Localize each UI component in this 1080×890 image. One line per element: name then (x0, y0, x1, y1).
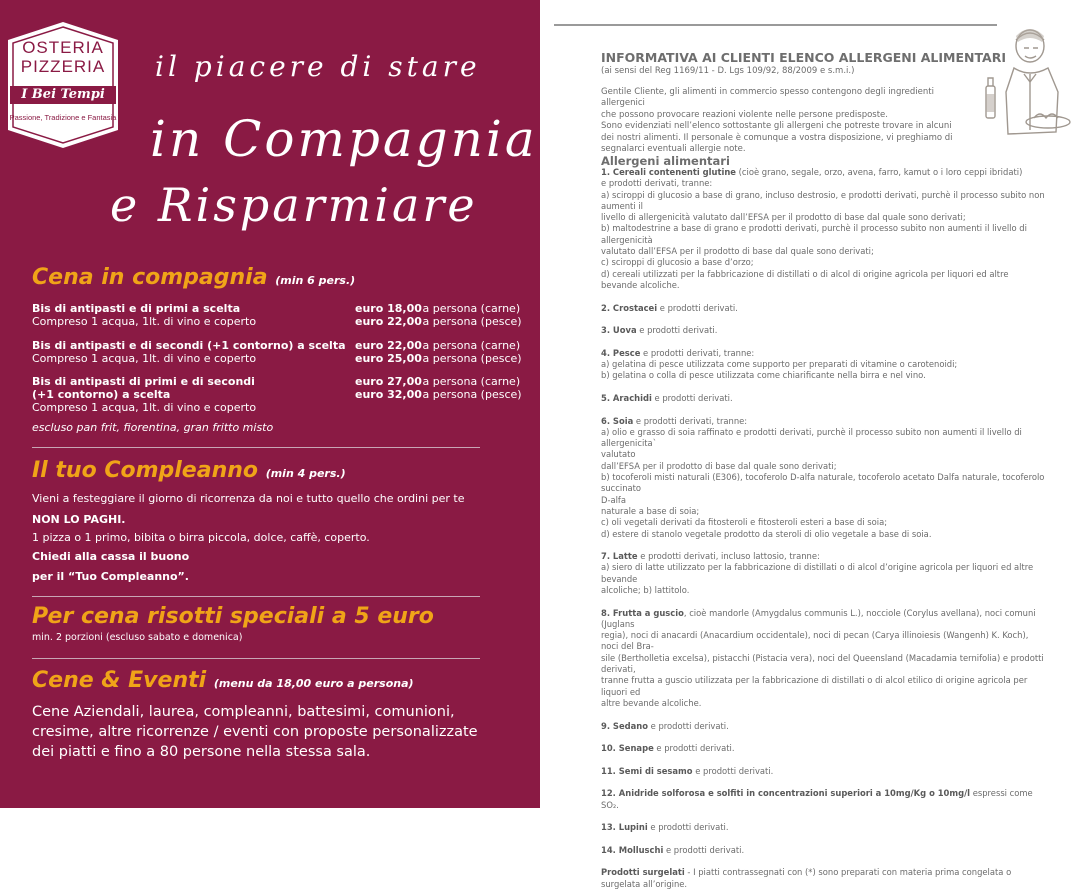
allergen-detail: naturale a base di soia; (601, 505, 700, 516)
allergen-name: 9. Sedano (601, 720, 648, 731)
allergen-detail: alcoliche; b) lattitolo. (601, 584, 690, 595)
allergen-detail: regia), noci di anacardi (Anacardium occidentale), noci di pecan (Carya illinoiesis (Wangenh) K. Koch), noci del Bra- (601, 630, 1029, 652)
allergen-detail: a) sciroppi di glucosio a base di grano, incluso destrosio, e prodotti derivati, purchè il processo subito non aumenti il (601, 189, 1045, 211)
allergen-subtitle: (ai sensi del Reg 1169/11 - D. Lgs 109/92, 88/2009 e s.m.i.) (601, 66, 855, 76)
allergen-item: 7. Latte e prodotti derivati, incluso lattosio, tranne: a) siero di latte utilizzato per la fabbricazione di distillati o di alcol d’origine agricola per liquori ed altre bevande alcoliche; b) lattitolo. (601, 551, 1046, 596)
cena-title (32, 265, 355, 290)
price-carne: euro 27,00 a persona (carne) (355, 375, 521, 388)
price-carne: euro 22,00 a persona (carne) (355, 339, 521, 352)
allergen-name: 3. Uova (601, 325, 637, 336)
allergen-detail: a) olio e grasso di soia raffinato e prodotti derivati, purchè il processo subito non aumenti il livello di allergenicita` (601, 426, 1022, 449)
cena-item-name: Bis di antipasti e di secondi (+1 contorno) a scelta (32, 339, 346, 352)
allergen-detail: e prodotti derivati, tranne: (601, 178, 713, 189)
compleanno-title (32, 458, 346, 483)
allergen-name: 4. Pesce (601, 347, 641, 358)
compleanno-title-text: Il tuo Compleanno (32, 458, 259, 483)
cena-title-text: Cena in compagnia (32, 265, 268, 290)
cena-item-2 (32, 339, 522, 365)
allergen-detail: d) cereali utilizzati per la fabbricazione di distillati o di alcol di origine agricola per liquori ed altre bevande alcoliche. (601, 268, 1009, 290)
allergen-item: 4. Pesce e prodotti derivati, tranne: a) gelatina di pesce utilizzata come supporto per preparati di vitamine o carotenoidi; b) gelatina o colla di pesce utilizzata come chiarificante nella birra e nel vino. (601, 348, 1046, 382)
allergen-detail: livello di allergenicità valutato dall’EFSA per il prodotto di base dal quale sono derivati; (601, 212, 966, 223)
price-pesce: euro 32,00 a persona (pesce) (355, 388, 522, 401)
top-rule (554, 24, 997, 26)
allergen-detail: dall’EFSA per il prodotto di base dal quale sono derivati; (601, 460, 837, 471)
allergen-name: 6. Soia (601, 415, 634, 426)
allergen-name: 14. Molluschi (601, 844, 664, 855)
allergen-item: 14. Molluschi e prodotti derivati. (601, 844, 745, 855)
cena-item-desc: Compreso 1 acqua, 1lt. di vino e coperto (32, 352, 257, 365)
divider (32, 658, 480, 659)
allergen-name: 11. Semi di sesamo (601, 765, 693, 776)
allergen-detail: altre bevande alcoliche. (601, 697, 702, 708)
restaurant-logo (8, 22, 118, 148)
allergen-detail: D-alfa (601, 494, 627, 505)
allergen-detail: valutato dall’EFSA per il prodotto di base dal quale sono derivati; (601, 246, 874, 257)
allergen-list (601, 167, 1046, 890)
allergen-title: INFORMATIVA AI CLIENTI ELENCO ALLERGENI ALIMENTARI (601, 50, 1006, 65)
price-carne: euro 18,00 a persona (carne) (355, 302, 521, 315)
allergen-name: 12. Anidride solforosa e solfiti in concentrazioni superiori a 10mg/Kg o 10mg/l (601, 788, 971, 799)
waiter-illustration-icon (972, 22, 1072, 152)
price-pesce: euro 22,00 a persona (pesce) (355, 315, 522, 328)
headline-line2: in Compagnia (150, 110, 538, 168)
eventi-note: (menu da 18,00 euro a persona) (213, 677, 414, 690)
allergen-detail: b) gelatina o colla di pesce utilizzata come chiarificante nella birra e nel vino. (601, 370, 926, 381)
cena-excluded: escluso pan frit, fiorentina, gran fritto misto (32, 421, 274, 434)
eventi-title-text: Cene & Eventi (32, 668, 207, 693)
allergen-detail: a) siero di latte utilizzato per la fabbricazione di distillati o di alcol d’origine agricola per liquori ed altre bevande (601, 562, 1034, 584)
compleanno-line2: NON LO PAGHI. (32, 513, 126, 526)
allergen-name: 7. Latte (601, 551, 638, 562)
allergen-item: 10. Senape e prodotti derivati. (601, 743, 735, 754)
allergen-detail: d) estere di stanolo vegetale prodotto da steroli di olio vegetale a base di soia. (601, 528, 932, 539)
cena-item-1 (32, 302, 522, 328)
allergen-detail: c) oli vegetali derivati da fitosteroli e fitosteroli esteri a base di soia; (601, 517, 888, 528)
allergen-detail: c) sciroppi di glucosio a base d’orzo; (601, 257, 754, 268)
allergen-item: 5. Arachidi e prodotti derivati. (601, 392, 733, 403)
allergen-name: 8. Frutta a guscio (601, 607, 684, 618)
allergen-name: 10. Senape (601, 743, 654, 754)
cena-item-name: Bis di antipasti e di primi a scelta (32, 302, 241, 315)
allergen-item: 11. Semi di sesamo e prodotti derivati. (601, 765, 774, 776)
cena-note: (min 6 pers.) (275, 274, 356, 287)
allergen-item: 2. Crostacei e prodotti derivati. (601, 302, 738, 313)
price-pesce: euro 25,00 a persona (pesce) (355, 352, 522, 365)
divider (32, 447, 480, 448)
eventi-text: Cene Aziendali, laurea, compleanni, battesimi, comunioni, cresime, altre ricorrenze / eventi con proposte personalizzate dei piatti e fino a 80 persone nella stessa sala. (32, 704, 478, 760)
cena-item-name-2: (+1 contorno) a scelta (32, 388, 171, 401)
cena-item-name: Bis di antipasti di primi e di secondi (32, 375, 255, 388)
allergen-name: 13. Lupini (601, 822, 648, 833)
allergen-name: 2. Crostacei (601, 302, 658, 313)
allergen-item: 13. Lupini e prodotti derivati. (601, 822, 729, 833)
allergen-name: 5. Arachidi (601, 392, 652, 403)
allergen-item: 6. Soia e prodotti derivati, tranne: a) olio e grasso di soia raffinato e prodotti derivati, purchè il processo subito non aumenti il livello di allergenicita` valutato dall’EFSA per il prodotto di base dal quale sono derivati; b) tocoferoli misti naturali (E306), tocoferolo D-alfa naturale, tocoferolo acetato Dalfa naturale, tocoferolo succinato D-alfa naturale a base di soia; c) oli vegetali derivati da fitosteroli e fitosteroli esteri a base di soia; d) estere di stanolo vegetale prodotto da steroli di olio vegetale a base di soia. (601, 415, 1045, 539)
allergen-detail: a) gelatina di pesce utilizzata come supporto per preparati di vitamine o carotenoidi; (601, 359, 958, 370)
compleanno-line3: 1 pizza o 1 primo, bibita o birra piccola, dolce, caffè, coperto. (32, 531, 370, 544)
surgelati-note: Prodotti surgelati - I piatti contrassegnati con (*) sono preparati con materia prima congelata o surgelata all’origine. (601, 867, 1012, 889)
logo-band: I Bei Tempi (10, 86, 116, 104)
compleanno-line5: per il “Tuo Compleanno”. (32, 570, 189, 583)
logo-tagline: Passione, Tradizione e Fantasia (9, 113, 117, 122)
headline-line1: il piacere di stare (155, 50, 481, 83)
allergen-item: 12. Anidride solforosa e solfiti in concentrazioni superiori a 10mg/Kg o 10mg/l espressi come SO₂. (601, 788, 1033, 810)
allergen-item: 9. Sedano e prodotti derivati. (601, 720, 729, 731)
promo-panel (0, 0, 540, 808)
allergen-name: 1. Cereali contenenti glutine (601, 167, 736, 177)
allergen-heading: Allergeni alimentari (601, 154, 730, 168)
allergen-detail: sile (Bertholletia excelsa), pistacchi (Pistacia vera), noci del Queensland (Macadamia ternifolia) e prodotti derivati, (601, 652, 1044, 675)
compleanno-line4: Chiedi alla cassa il buono (32, 550, 190, 563)
cena-item-desc: Compreso 1 acqua, 1lt. di vino e coperto (32, 315, 257, 328)
divider (32, 596, 480, 597)
allergen-panel (540, 0, 1080, 889)
allergen-detail: b) maltodestrine a base di grano e prodotti derivati, purchè il processo subito non aumenti il livello di allergenicità (601, 223, 1027, 245)
cena-item-3 (32, 375, 522, 414)
cena-item-desc: Compreso 1 acqua, 1lt. di vino e coperto (32, 401, 257, 414)
risotti-note: min. 2 porzioni (escluso sabato e domenica) (32, 632, 243, 643)
allergen-detail: b) tocoferoli misti naturali (E306), tocoferolo D-alfa naturale, tocoferolo acetato Dalfa naturale, tocoferolo succinato (601, 472, 1045, 494)
allergen-item: 8. Frutta a guscio, cioè mandorle (Amygdalus communis L.), nocciole (Corylus avellana), noci comuni (Juglans regia), noci di anacardi (Anacardium occidentale), noci di pecan (Carya illinoiesis (Wangenh) K. Koch), noci del Bra- sile (Bertholletia excelsa), pistacchi (Pistacia vera), noci del Queensland (Macadamia ternifolia) e prodotti derivati, tranne frutta a guscio utilizzata per la fabbricazione di distillati o di alcol etilico di origine agricola per liquori ed altre bevande alcoliche. (601, 608, 1046, 710)
allergen-item: 1. Cereali contenenti glutine (cioè grano, segale, orzo, avena, farro, kamut o i loro ceppi ibridati) e prodotti derivati, tranne: a) sciroppi di glucosio a base di grano, incluso destrosio, e prodotti derivati, purchè il processo subito non aumenti il livello di allergenicità valutato dall’EFSA per il prodotto di base dal quale sono derivati; b) maltodestrine a base di grano e prodotti derivati, purchè il processo subito non aumenti il livello di allergenicità valutato dall’EFSA per il prodotto di base dal quale sono derivati; c) sciroppi di glucosio a base d’orzo; d) cereali utilizzati per la fabbricazione di distillati o di alcol di origine agricola per liquori ed altre bevande alcoliche. (601, 167, 1045, 290)
logo-line2: PIZZERIA (20, 57, 106, 76)
allergen-intro: Gentile Cliente, gli alimenti in commercio spesso contengono degli ingredienti allergenici che possono provocare reazioni violente nelle persone predisposte. Sono evidenziati nell’elenco sottostante gli allergeni che potreste trovare in alcuni dei nostri alimenti. Il personale è comunque a vostra disposizione, vi preghiamo di segnalarci eventuali allergie note. (601, 87, 953, 155)
allergen-detail: tranne frutta a guscio utilizzata per la fabbricazione di distillati o di alcol etilico di origine agricola per liquori ed (601, 675, 1028, 697)
logo-line1: OSTERIA (22, 38, 104, 57)
headline-line3: e Risparmiare (110, 178, 478, 232)
compleanno-note: (min 4 pers.) (265, 467, 346, 480)
compleanno-line1: Vieni a festeggiare il giorno di ricorrenza da noi e tutto quello che ordini per te (32, 492, 465, 505)
allergen-detail: valutato (601, 449, 636, 460)
allergen-item: 3. Uova e prodotti derivati. (601, 325, 718, 336)
risotti-title: Per cena risotti speciali a 5 euro (32, 604, 434, 629)
eventi-title (32, 668, 414, 693)
